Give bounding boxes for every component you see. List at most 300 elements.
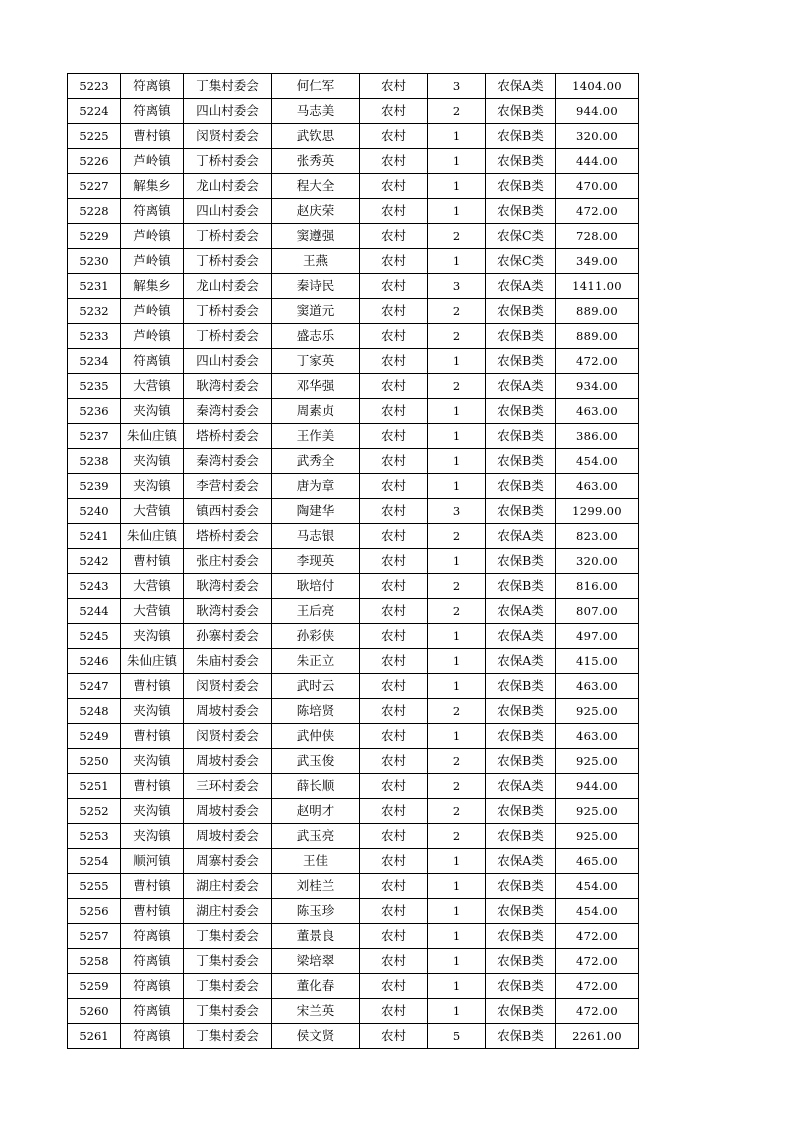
category-cell: 农保C类 bbox=[486, 224, 556, 249]
table-row bbox=[68, 849, 639, 874]
category-cell: 农保B类 bbox=[486, 824, 556, 849]
amount-cell: 925.00 bbox=[556, 799, 639, 824]
village-committee-cell: 秦湾村委会 bbox=[184, 399, 272, 424]
member-count-cell: 1 bbox=[428, 949, 486, 974]
village-committee-cell: 塔桥村委会 bbox=[184, 524, 272, 549]
town-cell: 大营镇 bbox=[121, 599, 184, 624]
amount-cell: 349.00 bbox=[556, 249, 639, 274]
person-name-cell: 盛志乐 bbox=[272, 324, 360, 349]
category-cell: 农保C类 bbox=[486, 249, 556, 274]
serial-number-cell: 5257 bbox=[68, 924, 121, 949]
household-type-cell: 农村 bbox=[360, 874, 428, 899]
member-count-cell: 1 bbox=[428, 999, 486, 1024]
serial-number-cell: 5258 bbox=[68, 949, 121, 974]
village-committee-cell: 湖庄村委会 bbox=[184, 899, 272, 924]
serial-number-cell: 5242 bbox=[68, 549, 121, 574]
serial-number-cell: 5243 bbox=[68, 574, 121, 599]
member-count-cell: 1 bbox=[428, 424, 486, 449]
person-name-cell: 张秀英 bbox=[272, 149, 360, 174]
table-row bbox=[68, 524, 639, 549]
village-committee-cell: 四山村委会 bbox=[184, 199, 272, 224]
person-name-cell: 王佳 bbox=[272, 849, 360, 874]
village-committee-cell: 闵贤村委会 bbox=[184, 724, 272, 749]
village-committee-cell: 湖庄村委会 bbox=[184, 874, 272, 899]
town-cell: 符离镇 bbox=[121, 974, 184, 999]
member-count-cell: 2 bbox=[428, 374, 486, 399]
town-cell: 解集乡 bbox=[121, 174, 184, 199]
village-committee-cell: 丁集村委会 bbox=[184, 1024, 272, 1049]
serial-number-cell: 5231 bbox=[68, 274, 121, 299]
table-row bbox=[68, 599, 639, 624]
serial-number-cell: 5259 bbox=[68, 974, 121, 999]
person-name-cell: 唐为章 bbox=[272, 474, 360, 499]
household-type-cell: 农村 bbox=[360, 174, 428, 199]
town-cell: 夹沟镇 bbox=[121, 624, 184, 649]
person-name-cell: 马志银 bbox=[272, 524, 360, 549]
person-name-cell: 武秀全 bbox=[272, 449, 360, 474]
town-cell: 芦岭镇 bbox=[121, 149, 184, 174]
person-name-cell: 赵明才 bbox=[272, 799, 360, 824]
table-row bbox=[68, 699, 639, 724]
category-cell: 农保B类 bbox=[486, 1024, 556, 1049]
household-type-cell: 农村 bbox=[360, 149, 428, 174]
village-committee-cell: 闵贤村委会 bbox=[184, 124, 272, 149]
village-committee-cell: 丁集村委会 bbox=[184, 74, 272, 99]
member-count-cell: 1 bbox=[428, 149, 486, 174]
town-cell: 大营镇 bbox=[121, 574, 184, 599]
table-row bbox=[68, 424, 639, 449]
serial-number-cell: 5261 bbox=[68, 1024, 121, 1049]
person-name-cell: 武玉亮 bbox=[272, 824, 360, 849]
serial-number-cell: 5226 bbox=[68, 149, 121, 174]
amount-cell: 472.00 bbox=[556, 949, 639, 974]
serial-number-cell: 5232 bbox=[68, 299, 121, 324]
village-committee-cell: 丁桥村委会 bbox=[184, 299, 272, 324]
category-cell: 农保B类 bbox=[486, 674, 556, 699]
serial-number-cell: 5260 bbox=[68, 999, 121, 1024]
category-cell: 农保A类 bbox=[486, 774, 556, 799]
village-committee-cell: 周坡村委会 bbox=[184, 749, 272, 774]
table-row bbox=[68, 299, 639, 324]
household-type-cell: 农村 bbox=[360, 399, 428, 424]
category-cell: 农保B类 bbox=[486, 399, 556, 424]
table-row bbox=[68, 474, 639, 499]
town-cell: 夹沟镇 bbox=[121, 449, 184, 474]
town-cell: 曹村镇 bbox=[121, 874, 184, 899]
member-count-cell: 1 bbox=[428, 849, 486, 874]
table-row bbox=[68, 449, 639, 474]
amount-cell: 463.00 bbox=[556, 474, 639, 499]
amount-cell: 463.00 bbox=[556, 724, 639, 749]
table-row bbox=[68, 999, 639, 1024]
category-cell: 农保A类 bbox=[486, 849, 556, 874]
town-cell: 曹村镇 bbox=[121, 674, 184, 699]
category-cell: 农保B类 bbox=[486, 149, 556, 174]
table-body bbox=[68, 74, 639, 1049]
category-cell: 农保A类 bbox=[486, 74, 556, 99]
person-name-cell: 周素贞 bbox=[272, 399, 360, 424]
household-type-cell: 农村 bbox=[360, 924, 428, 949]
town-cell: 朱仙庄镇 bbox=[121, 524, 184, 549]
member-count-cell: 2 bbox=[428, 824, 486, 849]
amount-cell: 454.00 bbox=[556, 899, 639, 924]
category-cell: 农保B类 bbox=[486, 999, 556, 1024]
member-count-cell: 1 bbox=[428, 899, 486, 924]
person-name-cell: 董化春 bbox=[272, 974, 360, 999]
category-cell: 农保B类 bbox=[486, 749, 556, 774]
amount-cell: 816.00 bbox=[556, 574, 639, 599]
household-type-cell: 农村 bbox=[360, 74, 428, 99]
table-row bbox=[68, 624, 639, 649]
town-cell: 曹村镇 bbox=[121, 124, 184, 149]
person-name-cell: 武玉俊 bbox=[272, 749, 360, 774]
household-type-cell: 农村 bbox=[360, 974, 428, 999]
village-committee-cell: 闵贤村委会 bbox=[184, 674, 272, 699]
village-committee-cell: 三环村委会 bbox=[184, 774, 272, 799]
member-count-cell: 2 bbox=[428, 599, 486, 624]
town-cell: 夹沟镇 bbox=[121, 399, 184, 424]
amount-cell: 807.00 bbox=[556, 599, 639, 624]
person-name-cell: 武时云 bbox=[272, 674, 360, 699]
household-type-cell: 农村 bbox=[360, 649, 428, 674]
village-committee-cell: 孙寨村委会 bbox=[184, 624, 272, 649]
table-row bbox=[68, 824, 639, 849]
serial-number-cell: 5223 bbox=[68, 74, 121, 99]
member-count-cell: 2 bbox=[428, 224, 486, 249]
serial-number-cell: 5249 bbox=[68, 724, 121, 749]
member-count-cell: 5 bbox=[428, 1024, 486, 1049]
amount-cell: 320.00 bbox=[556, 549, 639, 574]
town-cell: 芦岭镇 bbox=[121, 224, 184, 249]
table-row bbox=[68, 124, 639, 149]
table-row bbox=[68, 799, 639, 824]
member-count-cell: 2 bbox=[428, 524, 486, 549]
serial-number-cell: 5230 bbox=[68, 249, 121, 274]
amount-cell: 463.00 bbox=[556, 674, 639, 699]
member-count-cell: 1 bbox=[428, 399, 486, 424]
person-name-cell: 程大全 bbox=[272, 174, 360, 199]
table-row bbox=[68, 374, 639, 399]
village-committee-cell: 四山村委会 bbox=[184, 349, 272, 374]
table-row bbox=[68, 324, 639, 349]
member-count-cell: 1 bbox=[428, 874, 486, 899]
amount-cell: 925.00 bbox=[556, 824, 639, 849]
category-cell: 农保B类 bbox=[486, 99, 556, 124]
serial-number-cell: 5233 bbox=[68, 324, 121, 349]
serial-number-cell: 5246 bbox=[68, 649, 121, 674]
serial-number-cell: 5236 bbox=[68, 399, 121, 424]
household-type-cell: 农村 bbox=[360, 599, 428, 624]
person-name-cell: 何仁军 bbox=[272, 74, 360, 99]
member-count-cell: 3 bbox=[428, 274, 486, 299]
category-cell: 农保B类 bbox=[486, 574, 556, 599]
town-cell: 顺河镇 bbox=[121, 849, 184, 874]
household-type-cell: 农村 bbox=[360, 449, 428, 474]
town-cell: 芦岭镇 bbox=[121, 299, 184, 324]
household-type-cell: 农村 bbox=[360, 749, 428, 774]
amount-cell: 497.00 bbox=[556, 624, 639, 649]
serial-number-cell: 5227 bbox=[68, 174, 121, 199]
person-name-cell: 刘桂兰 bbox=[272, 874, 360, 899]
member-count-cell: 2 bbox=[428, 574, 486, 599]
table-row bbox=[68, 899, 639, 924]
member-count-cell: 1 bbox=[428, 724, 486, 749]
village-committee-cell: 耿湾村委会 bbox=[184, 374, 272, 399]
town-cell: 符离镇 bbox=[121, 74, 184, 99]
person-name-cell: 窦道元 bbox=[272, 299, 360, 324]
table-row bbox=[68, 724, 639, 749]
village-committee-cell: 张庄村委会 bbox=[184, 549, 272, 574]
person-name-cell: 陈培贤 bbox=[272, 699, 360, 724]
category-cell: 农保B类 bbox=[486, 974, 556, 999]
household-type-cell: 农村 bbox=[360, 574, 428, 599]
household-type-cell: 农村 bbox=[360, 99, 428, 124]
member-count-cell: 1 bbox=[428, 199, 486, 224]
amount-cell: 470.00 bbox=[556, 174, 639, 199]
person-name-cell: 王作美 bbox=[272, 424, 360, 449]
household-type-cell: 农村 bbox=[360, 299, 428, 324]
person-name-cell: 邓华强 bbox=[272, 374, 360, 399]
village-committee-cell: 周寨村委会 bbox=[184, 849, 272, 874]
town-cell: 曹村镇 bbox=[121, 774, 184, 799]
category-cell: 农保A类 bbox=[486, 649, 556, 674]
person-name-cell: 王后亮 bbox=[272, 599, 360, 624]
household-type-cell: 农村 bbox=[360, 199, 428, 224]
amount-cell: 472.00 bbox=[556, 199, 639, 224]
person-name-cell: 李现英 bbox=[272, 549, 360, 574]
category-cell: 农保B类 bbox=[486, 924, 556, 949]
town-cell: 曹村镇 bbox=[121, 899, 184, 924]
member-count-cell: 1 bbox=[428, 474, 486, 499]
village-committee-cell: 丁桥村委会 bbox=[184, 324, 272, 349]
village-committee-cell: 龙山村委会 bbox=[184, 274, 272, 299]
category-cell: 农保B类 bbox=[486, 724, 556, 749]
member-count-cell: 1 bbox=[428, 449, 486, 474]
table-row bbox=[68, 924, 639, 949]
household-type-cell: 农村 bbox=[360, 774, 428, 799]
table-row bbox=[68, 974, 639, 999]
household-type-cell: 农村 bbox=[360, 474, 428, 499]
village-committee-cell: 丁集村委会 bbox=[184, 999, 272, 1024]
town-cell: 芦岭镇 bbox=[121, 324, 184, 349]
town-cell: 符离镇 bbox=[121, 99, 184, 124]
household-type-cell: 农村 bbox=[360, 674, 428, 699]
serial-number-cell: 5225 bbox=[68, 124, 121, 149]
table-row bbox=[68, 774, 639, 799]
village-committee-cell: 李营村委会 bbox=[184, 474, 272, 499]
category-cell: 农保A类 bbox=[486, 624, 556, 649]
amount-cell: 944.00 bbox=[556, 774, 639, 799]
member-count-cell: 1 bbox=[428, 249, 486, 274]
serial-number-cell: 5234 bbox=[68, 349, 121, 374]
allowance-table bbox=[67, 73, 639, 1049]
household-type-cell: 农村 bbox=[360, 949, 428, 974]
household-type-cell: 农村 bbox=[360, 249, 428, 274]
category-cell: 农保B类 bbox=[486, 799, 556, 824]
household-type-cell: 农村 bbox=[360, 699, 428, 724]
category-cell: 农保B类 bbox=[486, 324, 556, 349]
amount-cell: 925.00 bbox=[556, 699, 639, 724]
serial-number-cell: 5250 bbox=[68, 749, 121, 774]
household-type-cell: 农村 bbox=[360, 374, 428, 399]
amount-cell: 386.00 bbox=[556, 424, 639, 449]
category-cell: 农保B类 bbox=[486, 499, 556, 524]
serial-number-cell: 5235 bbox=[68, 374, 121, 399]
town-cell: 朱仙庄镇 bbox=[121, 424, 184, 449]
town-cell: 符离镇 bbox=[121, 349, 184, 374]
category-cell: 农保B类 bbox=[486, 699, 556, 724]
table-row bbox=[68, 224, 639, 249]
table-row bbox=[68, 574, 639, 599]
member-count-cell: 3 bbox=[428, 499, 486, 524]
category-cell: 农保B类 bbox=[486, 174, 556, 199]
table-row bbox=[68, 949, 639, 974]
category-cell: 农保B类 bbox=[486, 949, 556, 974]
town-cell: 大营镇 bbox=[121, 374, 184, 399]
amount-cell: 454.00 bbox=[556, 874, 639, 899]
member-count-cell: 1 bbox=[428, 174, 486, 199]
table-row bbox=[68, 499, 639, 524]
amount-cell: 415.00 bbox=[556, 649, 639, 674]
village-committee-cell: 四山村委会 bbox=[184, 99, 272, 124]
table-row bbox=[68, 149, 639, 174]
table-row bbox=[68, 1024, 639, 1049]
household-type-cell: 农村 bbox=[360, 124, 428, 149]
amount-cell: 925.00 bbox=[556, 749, 639, 774]
village-committee-cell: 耿湾村委会 bbox=[184, 574, 272, 599]
amount-cell: 454.00 bbox=[556, 449, 639, 474]
member-count-cell: 1 bbox=[428, 549, 486, 574]
person-name-cell: 窦遵强 bbox=[272, 224, 360, 249]
household-type-cell: 农村 bbox=[360, 624, 428, 649]
category-cell: 农保B类 bbox=[486, 549, 556, 574]
amount-cell: 728.00 bbox=[556, 224, 639, 249]
table-row bbox=[68, 874, 639, 899]
serial-number-cell: 5255 bbox=[68, 874, 121, 899]
serial-number-cell: 5237 bbox=[68, 424, 121, 449]
village-committee-cell: 朱庙村委会 bbox=[184, 649, 272, 674]
person-name-cell: 董景良 bbox=[272, 924, 360, 949]
serial-number-cell: 5256 bbox=[68, 899, 121, 924]
serial-number-cell: 5251 bbox=[68, 774, 121, 799]
category-cell: 农保B类 bbox=[486, 199, 556, 224]
category-cell: 农保B类 bbox=[486, 299, 556, 324]
household-type-cell: 农村 bbox=[360, 274, 428, 299]
member-count-cell: 1 bbox=[428, 349, 486, 374]
person-name-cell: 陶建华 bbox=[272, 499, 360, 524]
town-cell: 曹村镇 bbox=[121, 724, 184, 749]
person-name-cell: 梁培翠 bbox=[272, 949, 360, 974]
person-name-cell: 赵庆荣 bbox=[272, 199, 360, 224]
category-cell: 农保A类 bbox=[486, 524, 556, 549]
household-type-cell: 农村 bbox=[360, 524, 428, 549]
village-committee-cell: 丁集村委会 bbox=[184, 949, 272, 974]
person-name-cell: 丁家英 bbox=[272, 349, 360, 374]
amount-cell: 1299.00 bbox=[556, 499, 639, 524]
person-name-cell: 耿培付 bbox=[272, 574, 360, 599]
household-type-cell: 农村 bbox=[360, 824, 428, 849]
member-count-cell: 2 bbox=[428, 299, 486, 324]
member-count-cell: 1 bbox=[428, 649, 486, 674]
person-name-cell: 武仲侠 bbox=[272, 724, 360, 749]
category-cell: 农保B类 bbox=[486, 124, 556, 149]
table-row bbox=[68, 349, 639, 374]
serial-number-cell: 5240 bbox=[68, 499, 121, 524]
household-type-cell: 农村 bbox=[360, 999, 428, 1024]
amount-cell: 1411.00 bbox=[556, 274, 639, 299]
member-count-cell: 1 bbox=[428, 124, 486, 149]
amount-cell: 472.00 bbox=[556, 924, 639, 949]
town-cell: 符离镇 bbox=[121, 949, 184, 974]
amount-cell: 463.00 bbox=[556, 399, 639, 424]
village-committee-cell: 丁桥村委会 bbox=[184, 249, 272, 274]
household-type-cell: 农村 bbox=[360, 324, 428, 349]
table-row bbox=[68, 249, 639, 274]
category-cell: 农保B类 bbox=[486, 899, 556, 924]
serial-number-cell: 5247 bbox=[68, 674, 121, 699]
amount-cell: 823.00 bbox=[556, 524, 639, 549]
category-cell: 农保B类 bbox=[486, 874, 556, 899]
amount-cell: 465.00 bbox=[556, 849, 639, 874]
village-committee-cell: 塔桥村委会 bbox=[184, 424, 272, 449]
amount-cell: 320.00 bbox=[556, 124, 639, 149]
member-count-cell: 1 bbox=[428, 974, 486, 999]
serial-number-cell: 5252 bbox=[68, 799, 121, 824]
town-cell: 芦岭镇 bbox=[121, 249, 184, 274]
village-committee-cell: 周坡村委会 bbox=[184, 799, 272, 824]
person-name-cell: 秦诗民 bbox=[272, 274, 360, 299]
village-committee-cell: 丁集村委会 bbox=[184, 974, 272, 999]
serial-number-cell: 5254 bbox=[68, 849, 121, 874]
serial-number-cell: 5244 bbox=[68, 599, 121, 624]
amount-cell: 472.00 bbox=[556, 999, 639, 1024]
person-name-cell: 朱正立 bbox=[272, 649, 360, 674]
village-committee-cell: 镇西村委会 bbox=[184, 499, 272, 524]
table-row bbox=[68, 749, 639, 774]
table-row bbox=[68, 674, 639, 699]
serial-number-cell: 5253 bbox=[68, 824, 121, 849]
household-type-cell: 农村 bbox=[360, 724, 428, 749]
category-cell: 农保B类 bbox=[486, 349, 556, 374]
household-type-cell: 农村 bbox=[360, 424, 428, 449]
category-cell: 农保B类 bbox=[486, 449, 556, 474]
town-cell: 大营镇 bbox=[121, 499, 184, 524]
serial-number-cell: 5245 bbox=[68, 624, 121, 649]
serial-number-cell: 5224 bbox=[68, 99, 121, 124]
serial-number-cell: 5229 bbox=[68, 224, 121, 249]
household-type-cell: 农村 bbox=[360, 799, 428, 824]
town-cell: 符离镇 bbox=[121, 999, 184, 1024]
town-cell: 解集乡 bbox=[121, 274, 184, 299]
member-count-cell: 2 bbox=[428, 699, 486, 724]
village-committee-cell: 耿湾村委会 bbox=[184, 599, 272, 624]
household-type-cell: 农村 bbox=[360, 899, 428, 924]
table-row bbox=[68, 649, 639, 674]
amount-cell: 444.00 bbox=[556, 149, 639, 174]
village-committee-cell: 周坡村委会 bbox=[184, 824, 272, 849]
village-committee-cell: 丁桥村委会 bbox=[184, 149, 272, 174]
amount-cell: 1404.00 bbox=[556, 74, 639, 99]
town-cell: 夹沟镇 bbox=[121, 824, 184, 849]
member-count-cell: 2 bbox=[428, 774, 486, 799]
serial-number-cell: 5239 bbox=[68, 474, 121, 499]
town-cell: 符离镇 bbox=[121, 199, 184, 224]
member-count-cell: 2 bbox=[428, 749, 486, 774]
member-count-cell: 1 bbox=[428, 624, 486, 649]
amount-cell: 944.00 bbox=[556, 99, 639, 124]
category-cell: 农保B类 bbox=[486, 474, 556, 499]
amount-cell: 934.00 bbox=[556, 374, 639, 399]
